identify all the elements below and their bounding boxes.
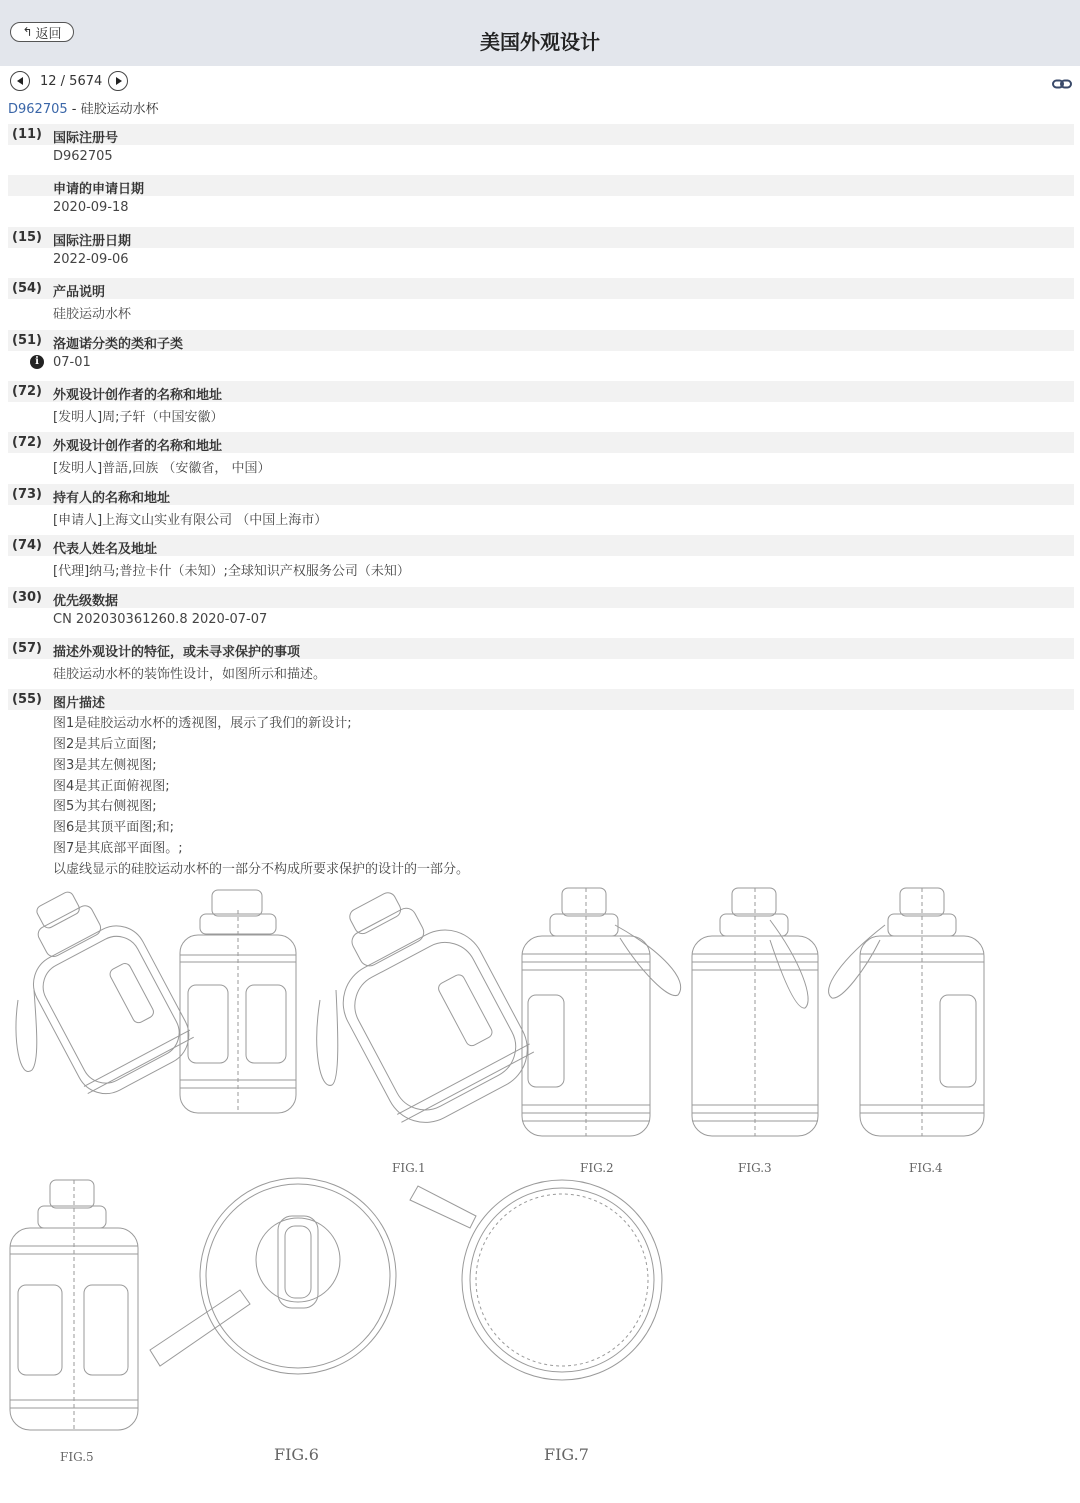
field-num: (72) <box>12 435 42 451</box>
field-value: [申请人]上海文山实业有限公司 （中国上海市） <box>53 512 328 528</box>
pager-text: 12 / 5674 <box>40 73 103 89</box>
field-label: 申请的申请日期 <box>53 182 145 198</box>
field-figure-description <box>8 689 1074 877</box>
field-label: 产品说明 <box>53 285 106 301</box>
fig2-drawing <box>522 888 681 1136</box>
field-num: (51) <box>12 332 42 348</box>
next-icon <box>116 77 122 85</box>
back-label: 返回 <box>35 26 62 42</box>
field-num: (54) <box>12 281 42 297</box>
design-drawings <box>0 880 1080 1499</box>
description-line: 图2是其后立面图; <box>53 737 157 753</box>
field-value: CN 202030361260.8 2020-07-07 <box>53 611 268 627</box>
field-num: (30) <box>12 589 42 605</box>
field-product <box>8 278 1074 329</box>
back-arrow-icon: ↰ <box>22 25 33 39</box>
fig6-label: FIG.6 <box>274 1445 319 1464</box>
field-value: 2020-09-18 <box>53 200 129 216</box>
field-features <box>8 638 1074 689</box>
field-num: (72) <box>12 383 42 399</box>
field-filing-date <box>8 175 1074 226</box>
page-title: 美国外观设计 <box>480 30 600 54</box>
field-num: (15) <box>12 229 42 245</box>
prev-button[interactable] <box>10 71 30 91</box>
fig3-drawing <box>692 888 818 1136</box>
breadcrumb-separator: - <box>67 102 81 117</box>
fig6-drawing <box>150 1178 396 1374</box>
field-num: (74) <box>12 538 42 554</box>
field-value: [代理]纳马;普拉卡什（未知）;全球知识产权服务公司（未知） <box>53 564 410 580</box>
field-label: 持有人的名称和地址 <box>53 490 171 506</box>
field-value: 07-01 <box>53 354 91 370</box>
field-num: (73) <box>12 486 42 502</box>
field-holder <box>8 484 1074 535</box>
field-value: 硅胶运动水杯 <box>53 307 132 323</box>
field-representative <box>8 535 1074 586</box>
field-label: 图片描述 <box>53 696 106 712</box>
breadcrumb-code[interactable]: D962705 <box>8 102 68 117</box>
field-value: D962705 <box>53 149 113 164</box>
field-label: 外观设计创作者的名称和地址 <box>53 387 223 403</box>
field-label: 代表人姓名及地址 <box>53 542 158 558</box>
field-priority <box>8 587 1074 638</box>
fig1-label: FIG.1 <box>392 1161 426 1175</box>
fig4-drawing <box>829 888 984 1136</box>
description-lines <box>53 714 469 880</box>
breadcrumb-name: 硅胶运动水杯 <box>80 102 159 117</box>
fig1-front-drawing <box>180 890 296 1113</box>
info-icon[interactable]: i <box>30 355 44 369</box>
link-icon[interactable] <box>1052 77 1072 91</box>
description-line: 图6是其顶平面图;和; <box>53 820 175 836</box>
field-creator-1 <box>8 381 1074 432</box>
field-list <box>8 124 1074 877</box>
fig2-label: FIG.2 <box>580 1161 614 1175</box>
fig7-drawing <box>410 1180 662 1380</box>
fig3-label: FIG.3 <box>738 1161 772 1175</box>
description-line: 图5为其右侧视图; <box>53 799 157 815</box>
field-locarno-class <box>8 330 1074 381</box>
breadcrumb <box>8 98 159 117</box>
field-registration-date <box>8 227 1074 278</box>
field-label: 国际注册号 <box>53 131 119 146</box>
prev-icon <box>17 77 23 85</box>
field-value: 2022-09-06 <box>53 251 129 267</box>
description-line: 图4是其正面俯视图; <box>53 778 170 794</box>
field-value: 硅胶运动水杯的装饰性设计，如图所示和描述。 <box>53 666 327 682</box>
fig4-label: FIG.4 <box>909 1161 943 1175</box>
field-num: (57) <box>12 640 42 656</box>
description-line: 图7是其底部平面图。; <box>53 841 183 857</box>
drawings-svg <box>0 880 1080 1499</box>
field-creator-2 <box>8 432 1074 483</box>
field-label: 优先级数据 <box>53 593 119 609</box>
field-label: 描述外观设计的特征，或未寻求保护的事项 <box>53 644 301 660</box>
description-line: 以虚线显示的硅胶运动水杯的一部分不构成所要求保护的设计的一部分。 <box>53 861 470 877</box>
field-label: 国际注册日期 <box>53 233 132 249</box>
field-label: 洛迦诺分类的类和子类 <box>53 336 184 352</box>
field-value: [发明人]普語,回族 （安徽省， 中国） <box>53 461 271 477</box>
field-label: 外观设计创作者的名称和地址 <box>53 439 223 455</box>
fig1-left-drawing <box>0 880 199 1104</box>
header-bar <box>0 0 1080 66</box>
fig5-drawing <box>10 1180 138 1430</box>
fig1-perspective-drawing <box>303 880 542 1136</box>
field-value: [发明人]周;子轩（中国安徽） <box>53 409 224 425</box>
field-num: (11) <box>12 127 42 142</box>
field-registration-number <box>8 124 1074 175</box>
pager <box>10 70 128 92</box>
description-line: 图3是其左侧视图; <box>53 757 157 773</box>
fig7-label: FIG.7 <box>544 1445 589 1464</box>
fig5-label: FIG.5 <box>60 1450 94 1464</box>
description-line: 图1是硅胶运动水杯的透视图，展示了我们的新设计; <box>53 716 352 732</box>
field-num: (55) <box>12 692 42 708</box>
next-button[interactable] <box>108 71 128 91</box>
